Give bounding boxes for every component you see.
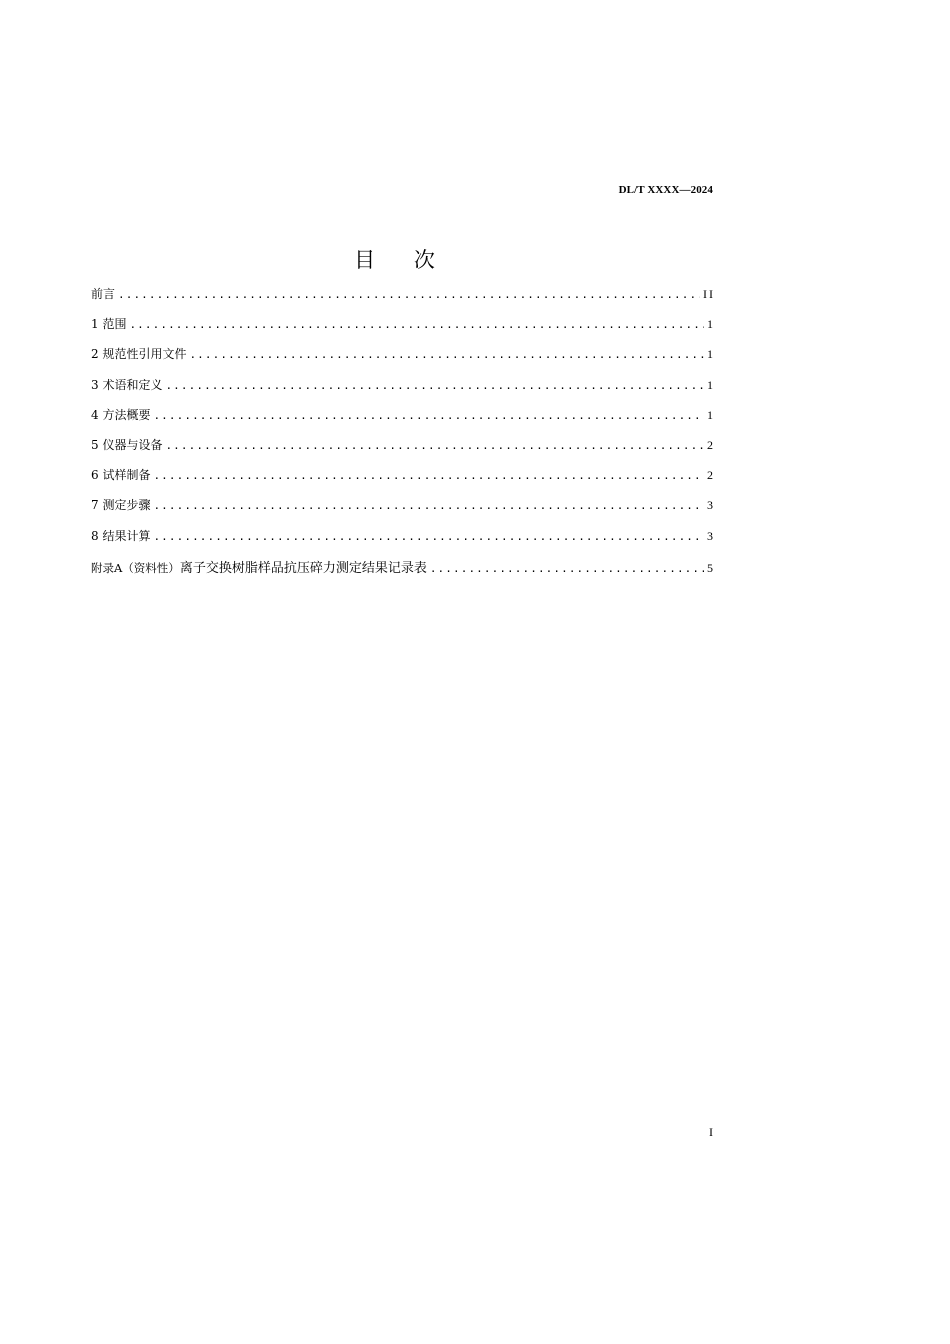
toc-entry-scope[interactable]: [91, 315, 713, 345]
toc-entry-page: 1: [707, 347, 715, 362]
toc-entry-calculation[interactable]: [91, 527, 713, 557]
toc-entry-label: 4 方法概要: [91, 407, 151, 422]
toc-leader-dots: [189, 348, 704, 361]
toc-entry-method-summary[interactable]: [91, 406, 713, 436]
toc-leader-dots: [165, 379, 704, 392]
toc-leader-dots: [153, 469, 704, 482]
toc-entry-label: 2 规范性引用文件: [91, 347, 187, 362]
toc-leader-dots: [129, 318, 704, 331]
toc-entry-normative-references[interactable]: [91, 345, 713, 375]
toc-entry-page: 2: [707, 437, 715, 452]
toc-leader-dots: [430, 562, 704, 575]
toc-entry-foreword[interactable]: [91, 285, 713, 315]
toc-leader-dots: [153, 409, 704, 422]
toc-title: 目 次: [354, 248, 451, 272]
table-of-contents: [91, 285, 713, 587]
annex-prefix: 附录A（资料性）: [91, 560, 180, 575]
toc-entry-label: 8 结果计算: [91, 528, 151, 543]
toc-entry-label: 7 测定步骤: [91, 498, 151, 513]
toc-entry-page: 5: [707, 560, 715, 575]
toc-entry-page: II: [703, 287, 715, 301]
toc-entry-label: [91, 557, 427, 576]
toc-entry-page: 1: [707, 407, 715, 422]
document-code: DL/T XXXX—2024: [618, 184, 713, 196]
toc-entry-label: 3 术语和定义: [91, 377, 163, 392]
toc-leader-dots: [153, 499, 704, 512]
page-number: I: [709, 1125, 713, 1139]
toc-leader-dots: [165, 439, 704, 452]
toc-entry-label: 5 仪器与设备: [91, 437, 163, 452]
toc-entry-page: 1: [707, 377, 715, 392]
toc-entry-page: 1: [707, 317, 715, 332]
toc-entry-page: 2: [707, 468, 715, 483]
toc-entry-label: 前言: [91, 287, 116, 301]
toc-entry-page: 3: [707, 528, 715, 543]
toc-leader-dots: [118, 288, 700, 301]
toc-entry-terms-definitions[interactable]: [91, 376, 713, 406]
toc-entry-sample-preparation[interactable]: [91, 466, 713, 496]
toc-entry-label: 1 范围: [91, 317, 127, 332]
toc-entry-label: 6 试样制备: [91, 468, 151, 483]
toc-entry-procedure[interactable]: [91, 496, 713, 526]
toc-leader-dots: [153, 530, 704, 543]
annex-title: 离子交换树脂样品抗压碎力测定结果记录表: [179, 560, 427, 576]
toc-entry-apparatus[interactable]: [91, 436, 713, 466]
toc-entry-page: 3: [707, 498, 715, 513]
toc-entry-annex-a[interactable]: [91, 557, 713, 587]
